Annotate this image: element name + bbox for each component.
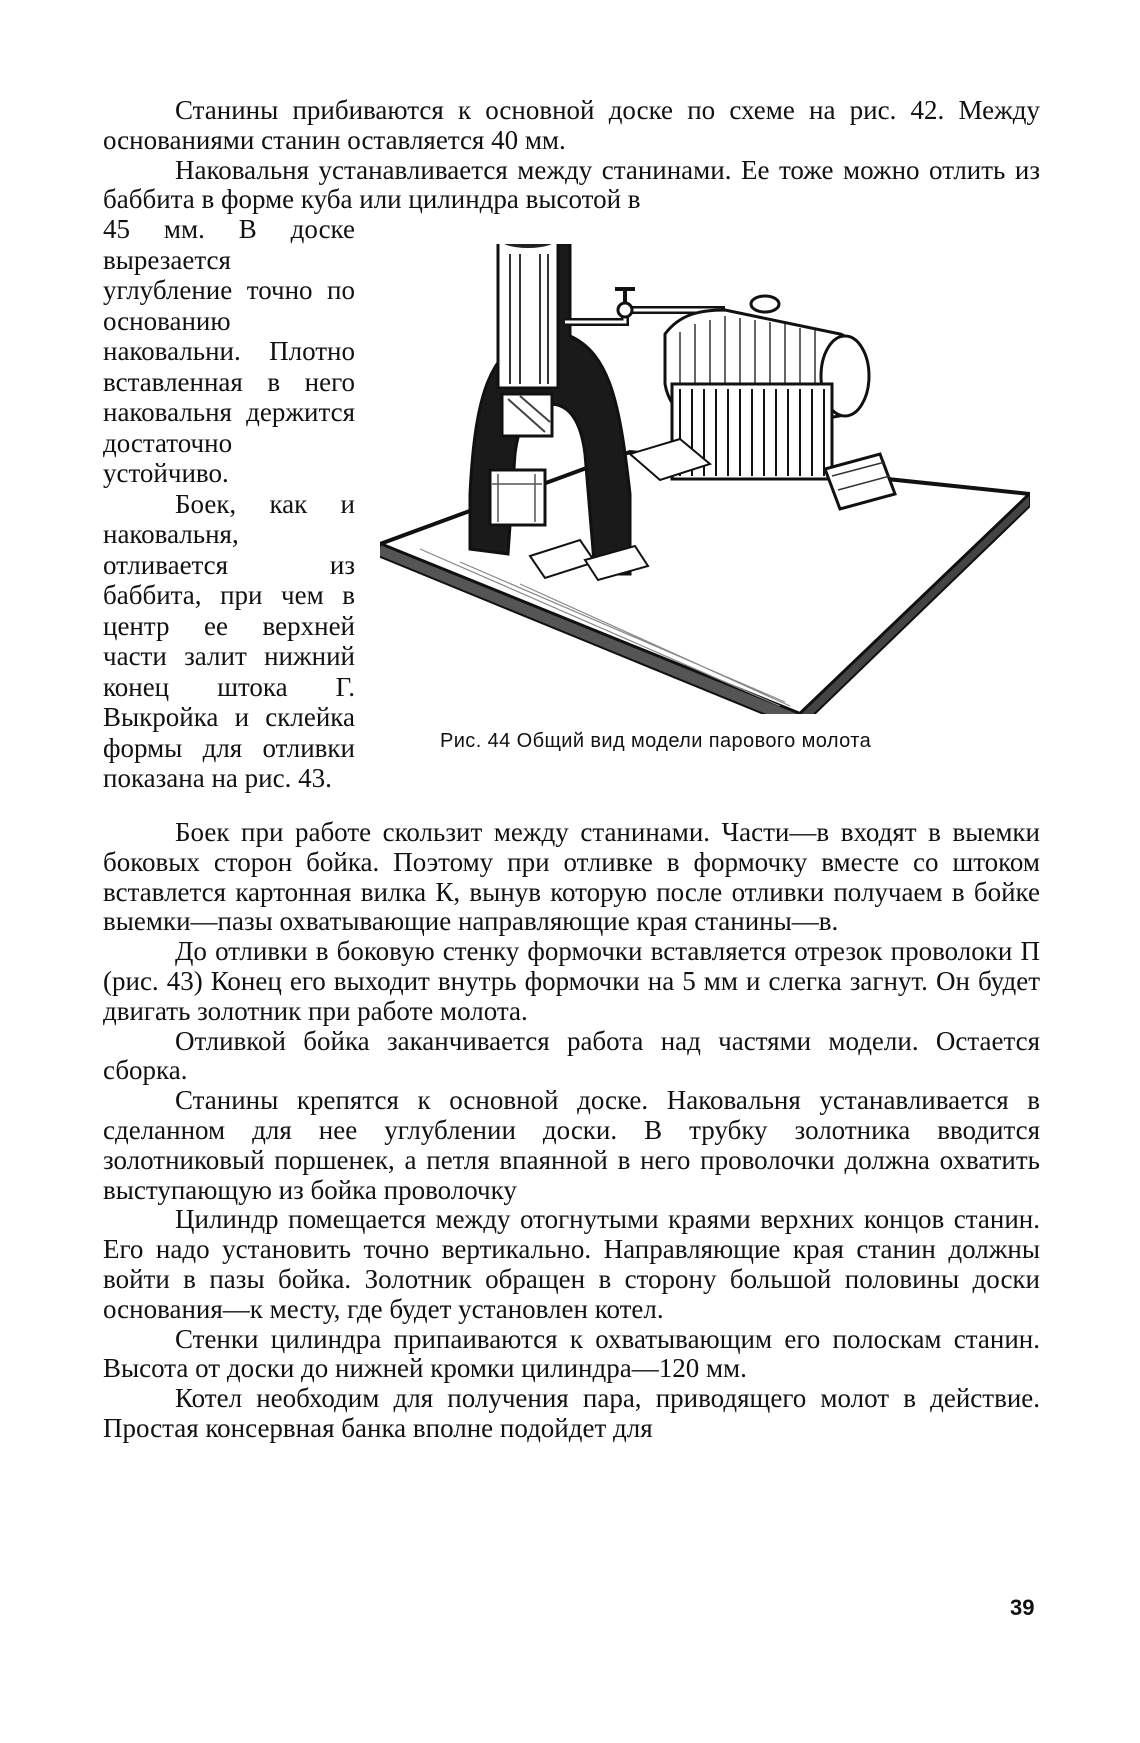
wrapped-text [103,214,355,794]
paragraph: Боек, как и наковальня, отливается из баббита, при чем в центр ее верхней части залит нижний конец штока Г. Выкройка и склейка формы для отливки показана на рис. 43. [103,488,355,793]
paragraph: Станины крепятся к основной доске. Наковальня устанавливается в сделанном для нее углублении доски. В трубку золотника вводится золотниковый поршенек, а петля впаянной в него проволочки должна охватить выступающую из бойка проволочку [103,1085,1040,1205]
steam-hammer-illustration [380,244,1030,714]
page-number: 39 [1010,1595,1035,1620]
paragraph: Цилиндр помещается между отогнутыми краями верхних концов станин. Его надо установить точно вертикально. Направляющие края станин должны войти в пазы бойка. Золотник обращен в сторону большой половины доски основания—к месту, где будет установлен котел. [103,1204,1040,1324]
paragraph: Боек при работе скользит между станинами. Части—в входят в выемки боковых сторон бойка. Поэтому при отливке в формочку вместе со штоком вставлется картонная вилка К, вынув которую после отливки получаем в бойке выемки—пазы охватывающие направляющие края станины—в. [103,817,1040,937]
paragraph: Станины прибиваются к основной доске по схеме на рис. 42. Между основаниями станин оставляется 40 мм. [103,95,1040,155]
paragraph: До отливки в боковую стенку формочки вставляется отрезок проволоки П (рис. 43) Конец его выходит внутрь формочки на 5 мм и слегка загнут. Он будет двигать золотник при работе молота. [103,936,1040,1026]
paragraph: Отливкой бойка заканчивается работа над частями модели. Остается сборка. [103,1025,1040,1086]
paragraph: 45 мм. В доске вырезается углубление точно по основанию наковальни. Плотно вставленная в него наковальня держится достаточно устойчиво. [103,214,355,488]
figure-caption: Рис. 44 Общий вид модели парового молота [440,730,872,752]
paragraph: Котел необходим для получения пара, приводящего молот в действие. Простая консервная банка вполне подойдет для [103,1383,1040,1443]
paragraph: Стенки цилиндра припаиваются к охватывающим его полоскам станин. Высота от доски до нижней кромки цилиндра—120 мм. [103,1323,1040,1384]
body-text [103,818,1040,1444]
paragraph: Наковальня устанавливается между станинами. Ее тоже можно отлить из баббита в форме куба или цилиндра высотой в [103,154,1040,215]
intro-text [103,96,1040,215]
